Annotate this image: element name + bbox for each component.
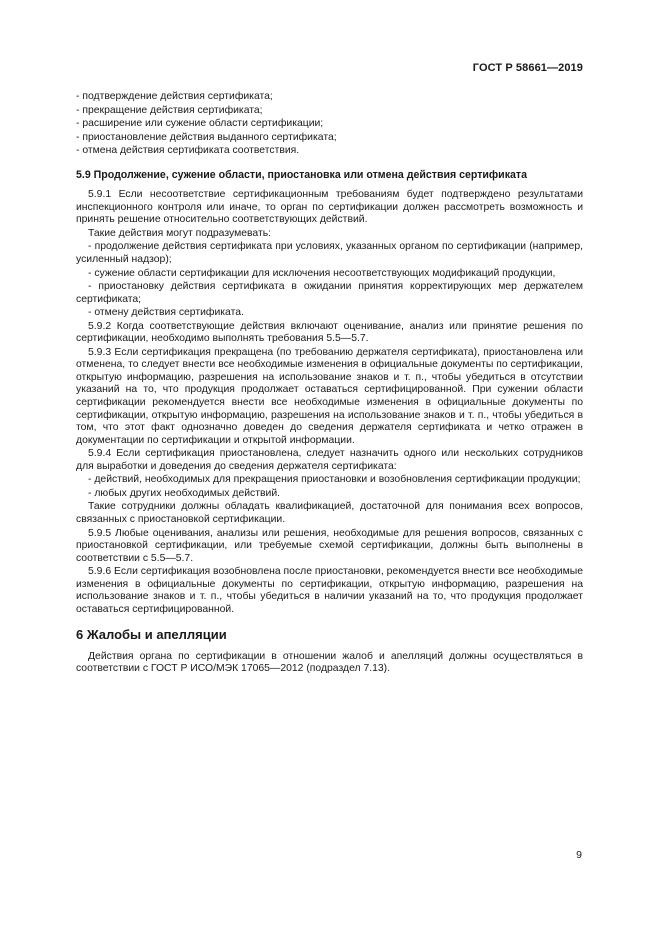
paragraph-6: Действия органа по сертификации в отношении жалоб и апелляций должны осуществляться в соответствии с ГОСТ Р ИСО/МЭК 17065—2012 (подраздел 7.13). (76, 650, 583, 675)
section-6-heading: 6 Жалобы и апелляции (76, 627, 227, 643)
list-item: - отмена действия сертификата соответствия. (76, 145, 300, 157)
list-item: - расширение или сужение области сертификации; (76, 118, 324, 130)
paragraph-5-9-1: 5.9.1 Если несоответствие сертификационным требованиям будет подтверждено результатами инспекционного контроля или иначе, то орган по сертификации должен рассмотреть возможность и принять решение относительно соответствующих действий. (76, 189, 583, 226)
page-number: 9 (576, 849, 582, 861)
document-body (76, 91, 583, 677)
paragraph-5-9-4-staff: Такие сотрудники должны обладать квалификацией, достаточной для понимания всех вопросов, связанных с приостановкой сертификации. (76, 501, 583, 525)
list-item: - продолжение действия сертификата при условиях, указанных органом по сертификации (например, усиленный надзор); (76, 241, 583, 266)
list-item: - приостановку действия сертификата в ожидании принятия корректирующих мер держателем сертификата; (76, 281, 583, 305)
paragraph-5-9-6: 5.9.6 Если сертификация возобновлена после приостановки, рекомендуется внести все необходимые изменения в официальные документы по сертификации, открытую информацию, разрешения на использование знаков и т. п., чтобы убедиться в наличии указаний на то, что продукция продолжает оставаться сертифицированной. (76, 566, 583, 615)
paragraph-5-9-2: 5.9.2 Когда соответствующие действия включают оценивание, анализ или принятие решения по сертификации, необходимо выполнять требования 5.5—5.7. (76, 320, 583, 345)
list-item: - отмену действия сертификата. (88, 307, 244, 319)
paragraph-5-9-3: 5.9.3 Если сертификация прекращена (по требованию держателя сертификата), приостановлена или отменена, то следует внести все необходимые изменения в официальные документы по сертификации, открытую информацию, разрешения на использование знаков и т. п., чтобы убедиться в отсутствии указаний на то, что продукция продолжает оставаться сертифицированной. При сужении области сертификации рекомендуется внести все необходимые изменения в официальные документы по сертификации, открытую информацию, разрешения на использование знаков и т. п., чтобы убедиться в том, что этот факт однозначно доведен до сведения держателя сертификата и четко отражен в документации по сертификации и открытой информации. (76, 346, 583, 446)
list-item: - подтверждение действия сертификата; (76, 91, 273, 102)
list-item: - действий, необходимых для прекращения приостановки и возобновления сертификации продукции; (88, 474, 581, 486)
list-item: - сужение области сертификации для исключения несоответствующих модификаций продукции, (88, 267, 556, 279)
paragraph-5-9-4: 5.9.4 Если сертификация приостановлена, следует назначить одного или нескольких сотрудников для выработки и доведения до сведения держателя сертификата: (76, 448, 583, 472)
intro-list (76, 91, 583, 158)
list-item: - прекращение действия сертификата; (76, 104, 263, 116)
paragraph-5-9-5: 5.9.5 Любые оценивания, анализы или решения, необходимые для решения вопросов, связанных с приостановкой сертификации, или требуемые схемой сертификации, должны быть выполнены в соответствии с 5.5—5.7. (76, 527, 583, 564)
list-item: - приостановление действия выданного сертификата; (76, 131, 337, 143)
document-id: ГОСТ Р 58661—2019 (472, 62, 583, 74)
list-item: - любых других необходимых действий. (88, 487, 281, 499)
paragraph-actions-intro: Такие действия могут подразумевать: (88, 227, 272, 239)
section-5-9-heading: 5.9 Продолжение, сужение области, приостановка или отмена действия сертификата (76, 168, 527, 181)
